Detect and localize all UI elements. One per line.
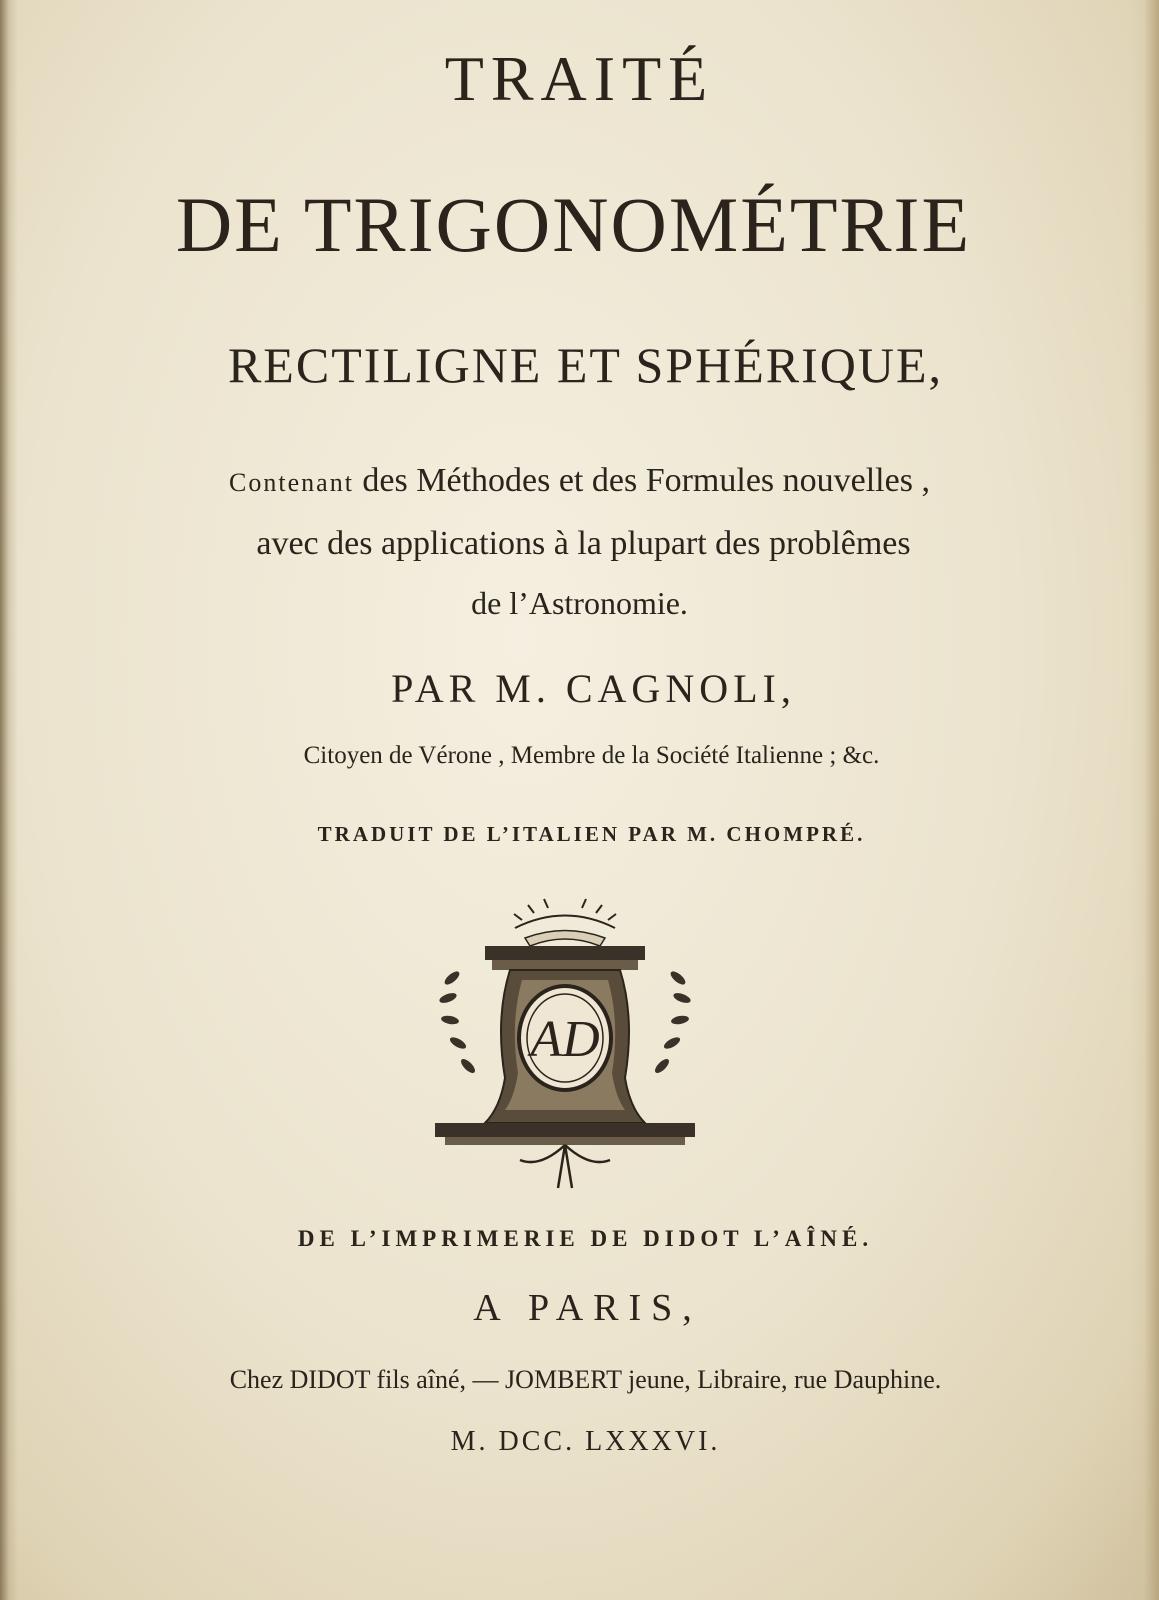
ornament-monogram: AD — [530, 1011, 600, 1068]
title-line-3: RECTILIGNE ET SPHÉRIQUE, — [227, 337, 944, 393]
translator-line: TRADUIT DE L’ITALIEN PAR M. CHOMPRÉ. — [317, 822, 866, 846]
subtitle-line-1-rest: des Méthodes et des Formules nouvelles , — [353, 462, 930, 499]
booksellers-line: Chez DIDOT fils aîné, — JOMBERT jeune, Libraire, rue Dauphine. — [229, 1365, 942, 1394]
year-line: M. DCC. LXXXVI. — [450, 1426, 721, 1457]
subtitle-line-1 — [0, 462, 1159, 500]
city-line: A PARIS, — [473, 1287, 702, 1329]
subtitle-line-2: avec des applications à la plupart des problêmes — [256, 525, 911, 562]
subtitle-lead: Contenant — [229, 468, 354, 497]
author-name: PAR M. CAGNOLI, — [391, 666, 796, 711]
subtitle-line-3: de l’Astronomie. — [471, 585, 688, 621]
printer-device-icon — [430, 898, 700, 1198]
title-line-1: TRAITÉ — [444, 43, 715, 114]
author-description: Citoyen de Vérone , Membre de la Société Italienne ; &c. — [303, 742, 880, 769]
title-line-2: DE TRIGONOMÉTRIE — [175, 181, 972, 268]
printer-line: DE L’IMPRIMERIE DE DIDOT L’AÎNÉ. — [297, 1226, 874, 1251]
